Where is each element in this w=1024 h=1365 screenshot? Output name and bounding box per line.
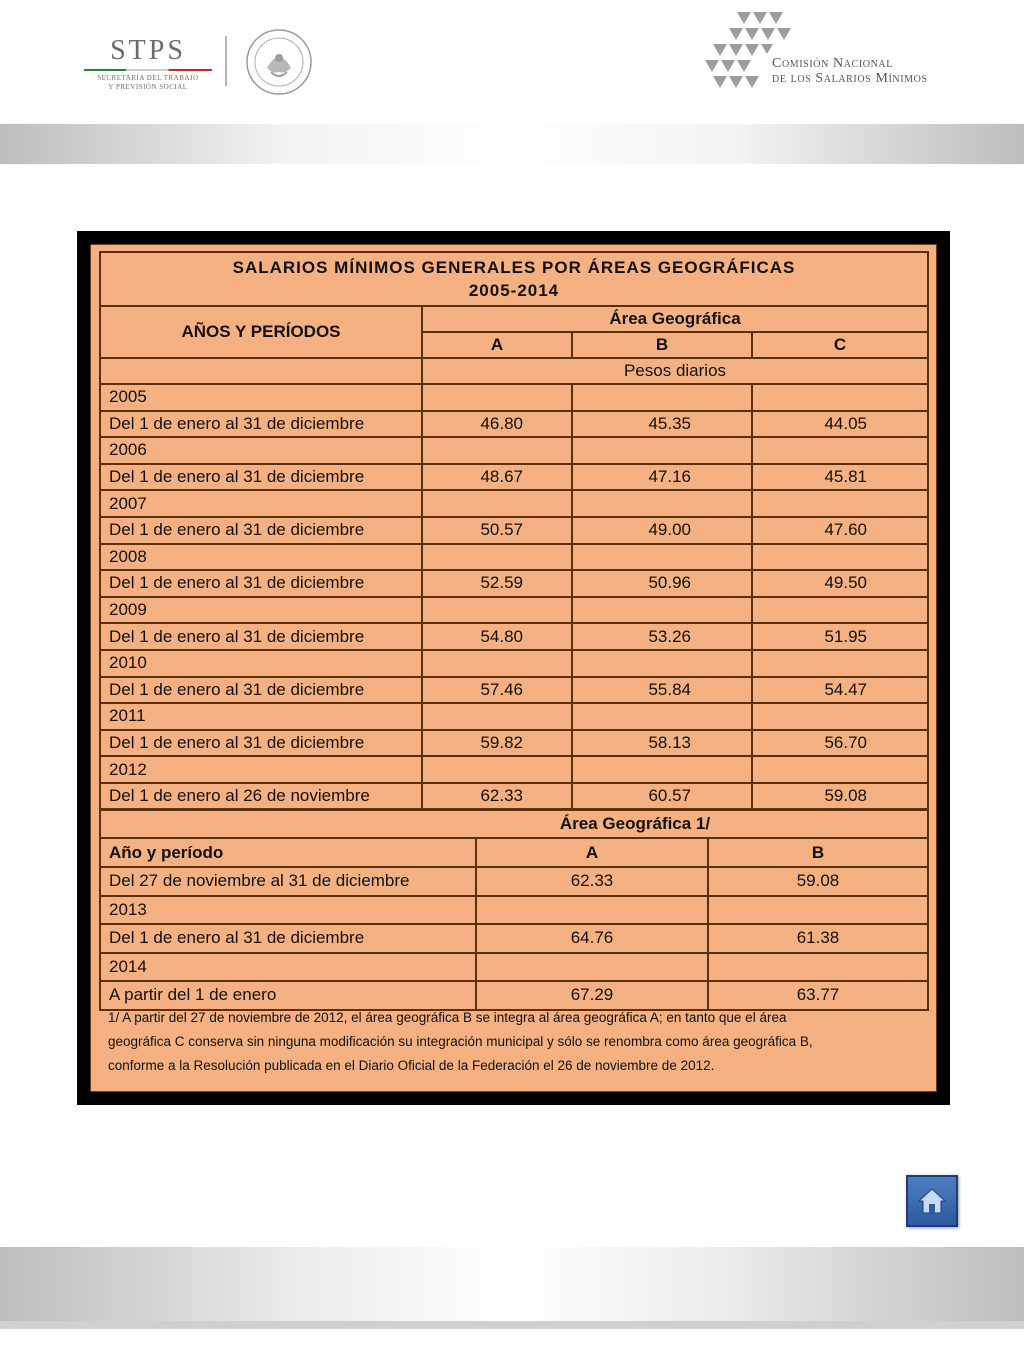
area-b-value: 60.57 xyxy=(572,783,752,810)
period-cell: Del 1 de enero al 26 de noviembre xyxy=(100,783,422,810)
year-row xyxy=(100,384,928,411)
year-row xyxy=(100,953,928,982)
area-a-value: 59.82 xyxy=(422,730,572,757)
year-row xyxy=(100,437,928,464)
area-a-header: A xyxy=(422,332,572,358)
area-b-value: 45.35 xyxy=(572,411,752,438)
area-b-value: 49.00 xyxy=(572,517,752,544)
area-a-value: 50.57 xyxy=(422,517,572,544)
area-a-header-2: A xyxy=(476,838,708,867)
empty-cell xyxy=(752,490,928,517)
table-row xyxy=(100,730,928,757)
area-c-value: 59.08 xyxy=(752,783,928,810)
area-a-value: 62.33 xyxy=(422,783,572,810)
year-cell: 2011 xyxy=(100,703,422,730)
years-periods-header: AÑOS Y PERÍODOS xyxy=(100,306,422,358)
area-b-value: 59.08 xyxy=(708,867,928,896)
year-cell: 2007 xyxy=(100,490,422,517)
area-c-value: 51.95 xyxy=(752,623,928,650)
area-b-value: 63.77 xyxy=(708,981,928,1010)
rows-2012-2014 xyxy=(100,867,928,1010)
empty-cell xyxy=(752,703,928,730)
empty-cell xyxy=(752,650,928,677)
empty-cell xyxy=(572,597,752,624)
stps-wordmark: STPS xyxy=(110,35,186,66)
year-cell: 2005 xyxy=(100,384,422,411)
empty-cell xyxy=(572,756,752,783)
year-row xyxy=(100,544,928,571)
geographic-area-1-header: Área Geográfica 1/ xyxy=(100,809,928,838)
area-c-value: 47.60 xyxy=(752,517,928,544)
area-b-value: 58.13 xyxy=(572,730,752,757)
salary-table-2005-2012 xyxy=(99,251,929,811)
area-b-value xyxy=(708,953,928,982)
table-title-line-1: SALARIOS MÍNIMOS GENERALES POR ÁREAS GEOGRÁFICAS xyxy=(232,258,796,277)
area-a-value xyxy=(476,953,708,982)
year-row xyxy=(100,490,928,517)
salary-table-panel xyxy=(90,244,937,1092)
stps-subtitle-2: Y PREVISIÓN SOCIAL xyxy=(108,83,188,91)
period-cell: Del 1 de enero al 31 de diciembre xyxy=(100,517,422,544)
period-cell: Del 1 de enero al 31 de diciembre xyxy=(100,924,476,953)
area-b-value: 53.26 xyxy=(572,623,752,650)
footnote-line-2: geográfica C conserva sin ninguna modificación su integración municipal y sólo se renombra como área geográfica B, xyxy=(108,1034,813,1049)
year-row xyxy=(100,597,928,624)
top-gradient-band xyxy=(0,124,1024,164)
home-button[interactable] xyxy=(906,1175,958,1227)
period-cell: Del 1 de enero al 31 de diciembre xyxy=(100,623,422,650)
period-cell: Del 1 de enero al 31 de diciembre xyxy=(100,464,422,491)
area-b-header-2: B xyxy=(708,838,928,867)
stps-subtitle-1: SECRETARÍA DEL TRABAJO xyxy=(97,74,199,82)
area-a-value: 57.46 xyxy=(422,677,572,704)
empty-cell xyxy=(752,384,928,411)
salary-table-2012-2014 xyxy=(99,808,929,1011)
empty-cell xyxy=(422,544,572,571)
empty-cell xyxy=(422,597,572,624)
year-cell: 2008 xyxy=(100,544,422,571)
empty-cell xyxy=(572,650,752,677)
period-cell: Del 1 de enero al 31 de diciembre xyxy=(100,730,422,757)
cnsm-line-1: Comisión Nacional xyxy=(772,56,893,71)
table-row xyxy=(100,623,928,650)
table-title xyxy=(100,252,928,306)
year-cell: 2013 xyxy=(100,896,476,925)
area-c-value: 56.70 xyxy=(752,730,928,757)
empty-cell xyxy=(422,650,572,677)
area-b-value: 50.96 xyxy=(572,570,752,597)
footnote-line-1: 1/ A partir del 27 de noviembre de 2012, el área geográfica B se integra al área geográfica A; en tanto que el área xyxy=(108,1010,787,1025)
period-cell: A partir del 1 de enero xyxy=(100,981,476,1010)
stps-tricolor-rule xyxy=(84,69,212,71)
empty-cell xyxy=(572,544,752,571)
area-a-value: 52.59 xyxy=(422,570,572,597)
empty-cell xyxy=(422,756,572,783)
area-b-value: 61.38 xyxy=(708,924,928,953)
period-cell: Del 27 de noviembre al 31 de diciembre xyxy=(100,867,476,896)
area-a-value: 62.33 xyxy=(476,867,708,896)
page-header xyxy=(0,0,1024,122)
units-spacer xyxy=(100,358,422,384)
area-a-value: 46.80 xyxy=(422,411,572,438)
logo-divider xyxy=(225,36,227,86)
year-cell: 2010 xyxy=(100,650,422,677)
table-row xyxy=(100,677,928,704)
area-c-value: 45.81 xyxy=(752,464,928,491)
empty-cell xyxy=(752,437,928,464)
footnote xyxy=(108,1006,928,1078)
year-row xyxy=(100,703,928,730)
period-cell: Del 1 de enero al 31 de diciembre xyxy=(100,570,422,597)
table-row xyxy=(100,783,928,810)
footnote-line-3: conforme a la Resolución publicada en el Diario Oficial de la Federación el 26 de noviembre de 2012. xyxy=(108,1058,715,1073)
table-row xyxy=(100,464,928,491)
area-a-value: 54.80 xyxy=(422,623,572,650)
table-row xyxy=(100,411,928,438)
area-a-value: 67.29 xyxy=(476,981,708,1010)
table-row xyxy=(100,924,928,953)
year-rows xyxy=(100,384,928,810)
area-a-value: 48.67 xyxy=(422,464,572,491)
year-row xyxy=(100,650,928,677)
area-a-value: 64.76 xyxy=(476,924,708,953)
area-b-value: 55.84 xyxy=(572,677,752,704)
area-b-header: B xyxy=(572,332,752,358)
table-title-line-2: 2005-2014 xyxy=(468,281,560,300)
area-c-header: C xyxy=(752,332,928,358)
empty-cell xyxy=(752,756,928,783)
area-c-value: 44.05 xyxy=(752,411,928,438)
year-cell: 2006 xyxy=(100,437,422,464)
mexico-seal-icon xyxy=(245,28,313,96)
year-cell: 2014 xyxy=(100,953,476,982)
area-c-value: 54.47 xyxy=(752,677,928,704)
empty-cell xyxy=(422,437,572,464)
area-c-value: 49.50 xyxy=(752,570,928,597)
empty-cell xyxy=(572,437,752,464)
empty-cell xyxy=(422,703,572,730)
bottom-gradient-band xyxy=(0,1247,1024,1321)
empty-cell xyxy=(572,384,752,411)
empty-cell xyxy=(752,544,928,571)
stps-logo xyxy=(78,36,218,92)
home-icon xyxy=(917,1186,947,1216)
geographic-area-header: Área Geográfica xyxy=(422,306,928,332)
table-row xyxy=(100,570,928,597)
period-cell: Del 1 de enero al 31 de diciembre xyxy=(100,411,422,438)
area-a-value xyxy=(476,896,708,925)
bottom-band-shade xyxy=(0,1321,1024,1329)
period-cell: Del 1 de enero al 31 de diciembre xyxy=(100,677,422,704)
area-b-value xyxy=(708,896,928,925)
year-cell: 2009 xyxy=(100,597,422,624)
area-b-value: 47.16 xyxy=(572,464,752,491)
empty-cell xyxy=(422,490,572,517)
year-period-header: Año y período xyxy=(100,838,476,867)
cnsm-line-2: de los Salarios Mínimos xyxy=(772,71,928,86)
cnsm-name xyxy=(772,56,928,86)
empty-cell xyxy=(572,490,752,517)
year-row xyxy=(100,756,928,783)
year-row xyxy=(100,896,928,925)
salary-table-frame xyxy=(77,231,950,1105)
units-label: Pesos diarios xyxy=(422,358,928,384)
empty-cell xyxy=(572,703,752,730)
table-row xyxy=(100,867,928,896)
table-row xyxy=(100,517,928,544)
year-cell: 2012 xyxy=(100,756,422,783)
empty-cell xyxy=(422,384,572,411)
empty-cell xyxy=(752,597,928,624)
